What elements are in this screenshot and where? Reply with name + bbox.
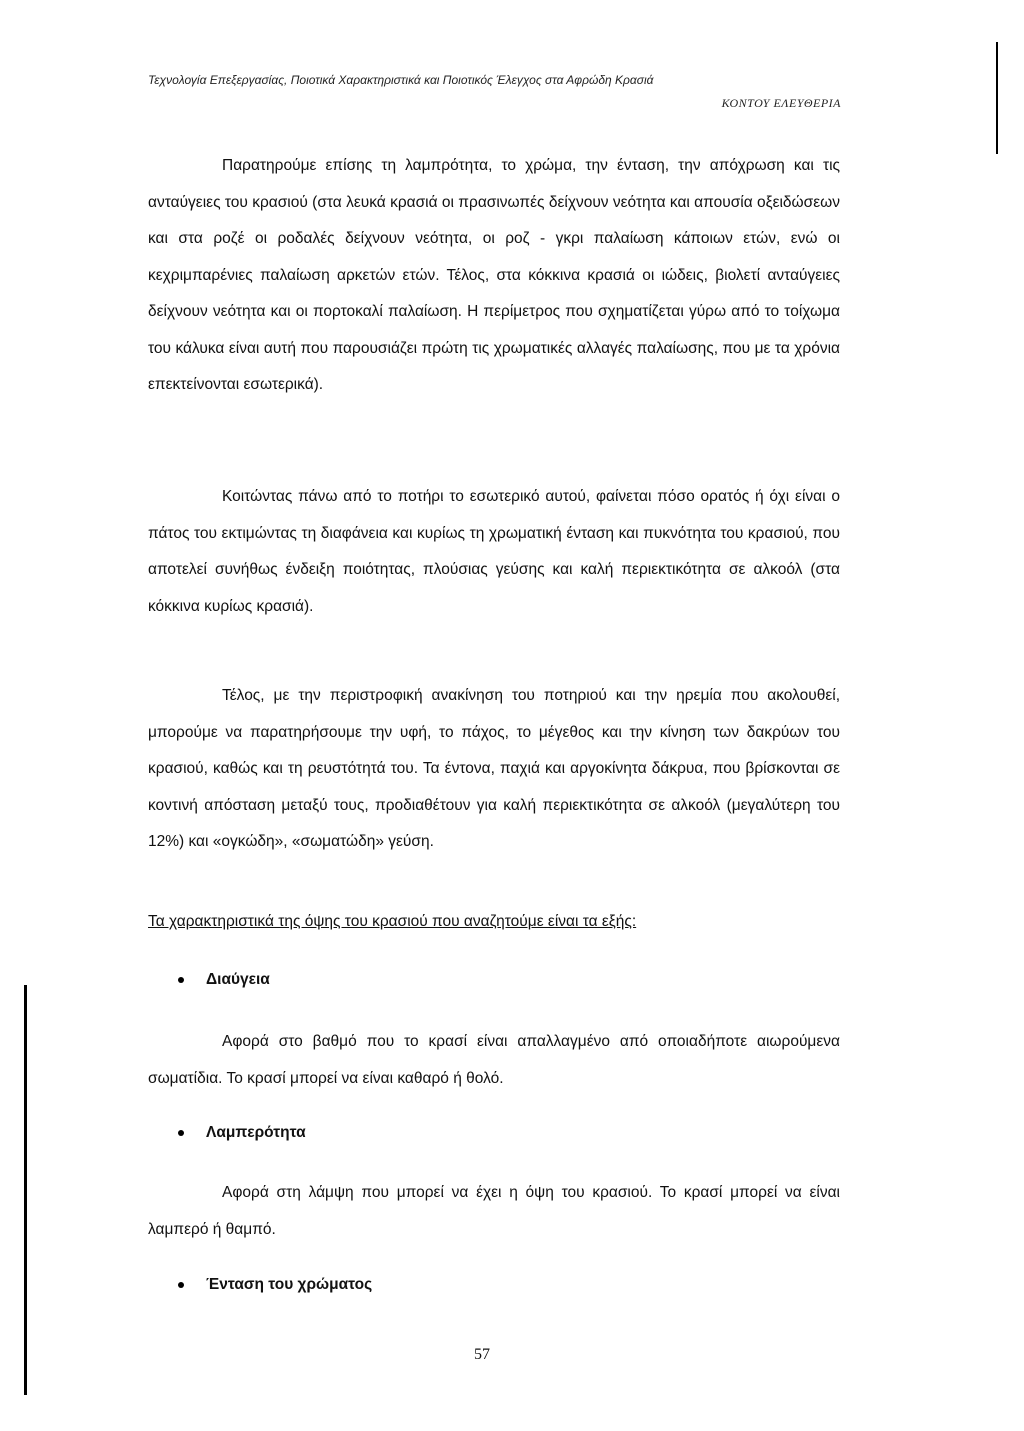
bullet-brilliance-title: Λαμπερότητα (206, 1124, 306, 1141)
bullet-dot-icon (178, 977, 184, 983)
page-number: 57 (474, 1346, 490, 1363)
bullet-clarity-title: Διαύγεια (206, 971, 270, 988)
paragraph-1: Παρατηρούμε επίσης τη λαμπρότητα, το χρώμα, την ένταση, την απόχρωση και τις ανταύγειες του κρασιού (στα λευκά κρασιά οι πρασινωπές δείχνουν νεότητα και απουσία οξειδώσεων και στα ροζέ οι ροδαλές δείχνουν νεότητα, οι ροζ - γκρι παλαίωση κάποιων ετών, ενώ οι κεχριμπαρένιες παλαίωση αρκετών ετών. Τέλος, στα κόκκινα κρασιά οι ιώδεις, βιολετί ανταύγειες δείχνουν νεότητα και οι πορτοκαλί παλαίωση. Η περίμετρος που σχηματίζεται γύρω από το τοίχωμα του κάλυκα είναι αυτή που παρουσιάζει πρώτη τις χρωματικές αλλαγές παλαίωσης, που με τα χρόνια επεκτείνονται εσωτερικά). (148, 157, 840, 393)
bullet-clarity-text: Αφορά στο βαθμό που το κρασί είναι απαλλαγμένο από οποιαδήποτε αιωρούμενα σωματίδια. Το κρασί μπορεί να είναι καθαρό ή θολό. (148, 1033, 840, 1087)
bullet-brilliance (178, 1124, 306, 1142)
bullet-clarity (178, 971, 270, 989)
paragraph-2: Κοιτώντας πάνω από το ποτήρι το εσωτερικό αυτού, φαίνεται πόσο ορατός ή όχι είναι ο πάτος του εκτιμώντας τη διαφάνεια και κυρίως τη χρωματική ένταση και πυκνότητα του κρασιού, που αποτελεί συνήθως ένδειξη ποιότητας, πλούσιας γεύσης και καλή περιεκτικότητα σε αλκοόλ (στα κόκκινα κυρίως κρασιά). (148, 488, 840, 615)
paragraph-3: Τέλος, με την περιστροφική ανακίνηση του ποτηριού και την ηρεμία που ακολουθεί, μπορούμε να παρατηρήσουμε την υφή, το πάχος, το μέγεθος και την κίνηση των δακρύων του κρασιού, καθώς και τη ρευστότητά του. Τα έντονα, παχιά και αργοκίνητα δάκρυα, που βρίσκονται σε κοντινή απόσταση μεταξύ τους, προδιαθέτουν για καλή περιεκτικότητα σε αλκοόλ (μεγαλύτερη του 12%) και «ογκώδη», «σωματώδη» γεύση. (148, 687, 840, 850)
running-header-author: ΚΟΝΤΟΥ ΕΛΕΥΘΕΡΙΑ (721, 96, 841, 110)
bullet-dot-icon (178, 1130, 184, 1136)
left-edge-line (24, 985, 27, 1395)
bullet-dot-icon (178, 1282, 184, 1288)
section-heading: Τα χαρακτηριστικά της όψης του κρασιού που αναζητούμε είναι τα εξής: (148, 913, 637, 930)
running-header-title: Τεχνολογία Επεξεργασίας, Ποιοτικά Χαρακτηριστικά και Ποιοτικός Έλεγχος στα Αφρώδη Κρασιά (148, 73, 654, 87)
bullet-color-intensity-title: Ένταση του χρώματος (206, 1276, 373, 1293)
right-edge-line (996, 42, 998, 154)
bullet-brilliance-text: Αφορά στη λάμψη που μπορεί να έχει η όψη του κρασιού. Το κρασί μπορεί να είναι λαμπερό ή θαμπό. (148, 1184, 840, 1238)
bullet-color-intensity (178, 1276, 372, 1294)
